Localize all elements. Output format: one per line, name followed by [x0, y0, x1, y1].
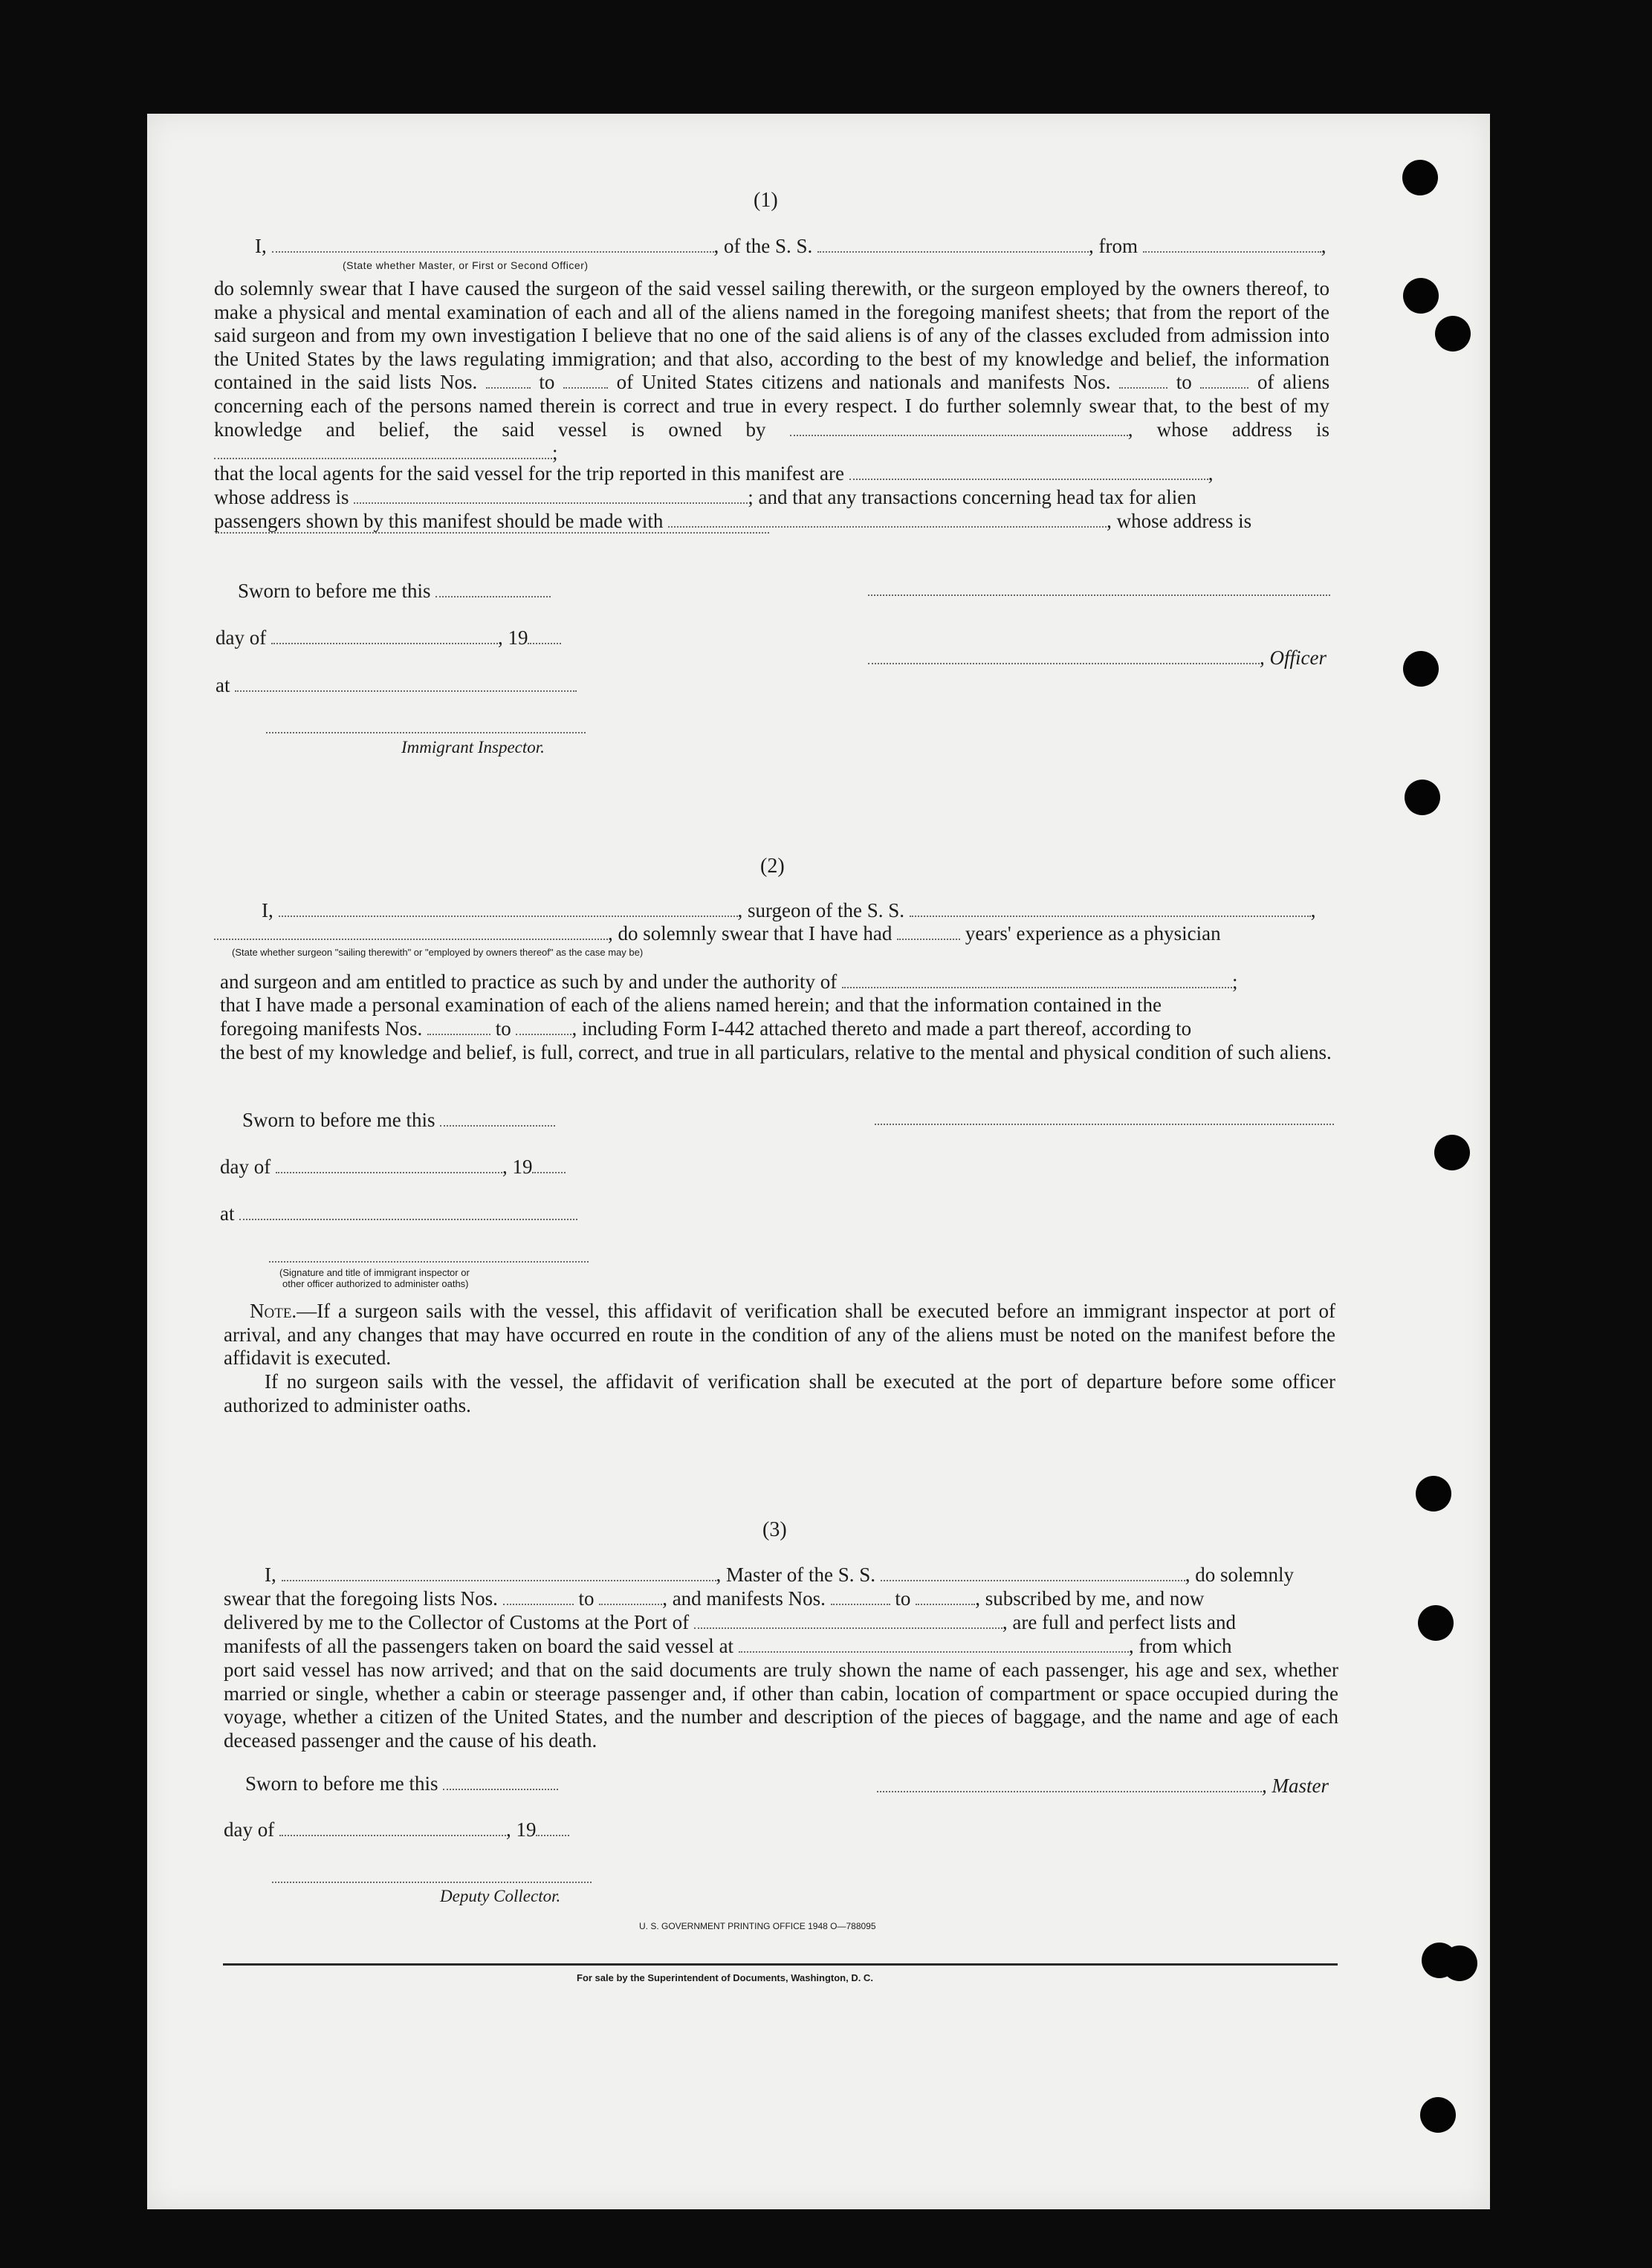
section-1-number: (1) [754, 189, 778, 212]
manifests-from-field-3[interactable] [831, 1590, 890, 1605]
year-field-2[interactable] [532, 1158, 566, 1173]
local-agents-line: that the local agents for the said vessel for the trip reported in this manifest are , [214, 462, 1214, 485]
punch-hole [1402, 160, 1438, 195]
manifest-from-field[interactable] [1119, 373, 1167, 389]
month-field[interactable] [271, 629, 498, 644]
section-1-paragraph: do solemnly swear that I have caused the surgeon of the said vessel sailing therewith, or the surgeon employed by the owners thereof, to make a physical and mental examination of each and all of the aliens named in the foregoing manifest sheets; that from the report of the said surgeon and from my own investigation I believe that no one of the said aliens is of any of the classes excluded from admission into the United States by the laws regulating immigration; and that also, according to the best of my knowledge and belief, the information contained in the said lists Nos. to of United States citizens and nationals and manifests Nos. to of aliens concerning each of the persons named therein is correct and true in every respect. I do further solemnly swear that, to the best of my knowledge and belief, the said vessel is owned by , whose address is ; [214, 277, 1330, 464]
section-3-number: (3) [762, 1518, 787, 1541]
agents-address-line: whose address is ; and that any transactions concerning head tax for alien [214, 486, 1196, 508]
deputy-signature-field[interactable] [272, 1882, 592, 1883]
note-paragraph: Note.—If a surgeon sails with the vessel, this affidavit of verification shall be executed before an immigrant inspector at port of arrival, and any changes that may have occurred en route in the condition of any of the aliens must be noted on the manifest before the affidavit is executed. [224, 1300, 1335, 1370]
section-2-line-2: , do solemnly swear that I have had years' experience as a physician [214, 922, 1221, 946]
note-label: Note. [250, 1300, 297, 1322]
day-of-line-3: day of , 19 [224, 1818, 569, 1842]
citizen-list-to-field[interactable] [563, 373, 608, 389]
condition-paragraph: the best of my knowledge and belief, is full, correct, and true in all particulars, relative to the mental and physical condition of such aliens. [220, 1041, 1332, 1063]
head-tax-address-field[interactable] [216, 532, 769, 534]
officer-title-caption: (State whether Master, or First or Second Officer) [343, 259, 589, 271]
officer-title-field[interactable] [272, 237, 714, 253]
at-line-1: at [216, 674, 577, 698]
boarding-port-field[interactable] [739, 1637, 1129, 1653]
pronoun-i: I, [255, 235, 267, 257]
lists-from-field[interactable] [503, 1590, 574, 1605]
manifests-from-field[interactable] [427, 1020, 490, 1035]
month-field-3[interactable] [279, 1821, 506, 1836]
manifest-to-field[interactable] [1200, 373, 1248, 389]
punch-hole [1420, 2097, 1456, 2133]
no-surgeon-paragraph: If no surgeon sails with the vessel, the affidavit of verification shall be executed at the port of departure before some officer authorized to administer oaths. [224, 1370, 1335, 1416]
section-3-line-4: manifests of all the passengers taken on board the said vessel at , from which [224, 1635, 1232, 1657]
officer-signature-line-1[interactable] [868, 594, 1330, 596]
place-field[interactable] [235, 676, 577, 692]
section-3-line-1: I, , Master of the S. S. , do solemnly [265, 1564, 1294, 1586]
officer-line: , Officer [868, 647, 1327, 670]
inspector-signature-field[interactable] [266, 732, 586, 733]
section-3-line-3: delivered by me to the Collector of Customs at the Port of , are full and perfect lists and [224, 1611, 1237, 1633]
manifests-line: foregoing manifests Nos. to , including Form I-442 attached thereto and made a part thereof, according to [220, 1017, 1192, 1040]
owner-address-field[interactable] [214, 444, 552, 459]
master-signature-line: , Master [877, 1775, 1329, 1798]
vessel-name-field-3[interactable] [881, 1566, 1185, 1581]
punch-hole [1405, 780, 1440, 815]
year-field[interactable] [528, 629, 561, 644]
agents-address-field[interactable] [354, 488, 748, 504]
section-2-number: (2) [760, 855, 785, 878]
surgeon-status-caption: (State whether surgeon "sailing therewith" or "employed by owners thereof" as the case may be) [232, 947, 644, 958]
examination-line: that I have made a personal examination of each of the aliens named herein; and that the information contained in the [220, 994, 1162, 1016]
immigrant-inspector-label: Immigrant Inspector. [401, 738, 545, 756]
signature-caption-1: (Signature and title of immigrant inspector or [279, 1267, 470, 1278]
month-field-2[interactable] [276, 1158, 502, 1173]
head-tax-line: passengers shown by this manifest should be made with , whose address is [214, 510, 1252, 532]
master-name-field[interactable] [282, 1566, 716, 1581]
punch-hole [1442, 1945, 1477, 1981]
section-1-line-1: I, , of the S. S. , from , [255, 235, 1327, 257]
deputy-collector-label: Deputy Collector. [440, 1887, 561, 1905]
manifests-to-field[interactable] [516, 1020, 571, 1035]
vessel-name-field-2[interactable] [910, 901, 1311, 917]
day-of-line-2: day of , 19 [220, 1156, 566, 1179]
authority-field[interactable] [842, 973, 1232, 988]
head-tax-party-field[interactable] [668, 512, 1107, 528]
surgeon-status-field[interactable] [214, 924, 608, 940]
inspector-signature-field-2[interactable] [269, 1261, 589, 1263]
authority-line: and surgeon and am entitled to practice as such by and under the authority of ; [220, 971, 1238, 993]
punch-hole [1403, 278, 1439, 314]
for-sale-line: For sale by the Superintendent of Documents, Washington, D. C. [577, 1972, 873, 1983]
punch-hole [1418, 1605, 1454, 1641]
sworn-line-1: Sworn to before me this [238, 580, 551, 603]
section-3-paragraph: port said vessel has now arrived; and that on the said documents are truly shown the name of each passenger, his age and sex, whether married or single, whether a cabin or steerage passenger and, if other than cabin, location of compartment or space occupied during the voyage, whether a citizen of the United States, and the number and description of the pieces of baggage, and the name and age of each deceased passenger and the cause of his death. [224, 1659, 1338, 1752]
day-of-line-1: day of , 19 [216, 626, 561, 650]
departure-port-field[interactable] [1143, 237, 1321, 253]
signature-caption-2: other officer authorized to administer oaths) [282, 1278, 469, 1289]
sworn-line-3: Sworn to before me this [245, 1772, 558, 1796]
lists-to-field[interactable] [599, 1590, 662, 1605]
sworn-line-2: Sworn to before me this [242, 1109, 555, 1133]
sworn-day-field-2[interactable] [440, 1111, 555, 1127]
place-field-2[interactable] [239, 1205, 577, 1220]
master-signature-field[interactable] [877, 1777, 1262, 1792]
printing-office-line: U. S. GOVERNMENT PRINTING OFFICE 1948 O—788095 [639, 1921, 876, 1931]
sworn-day-field-3[interactable] [443, 1775, 558, 1790]
punch-hole [1416, 1476, 1451, 1512]
footer-rule [223, 1963, 1338, 1966]
surgeon-name-field[interactable] [279, 901, 738, 917]
at-line-2: at [220, 1202, 577, 1226]
vessel-owner-field[interactable] [790, 420, 1128, 435]
manifests-to-field-3[interactable] [916, 1590, 975, 1605]
sworn-day-field[interactable] [435, 582, 551, 597]
year-field-3[interactable] [536, 1821, 569, 1836]
officer-signature-field[interactable] [868, 649, 1260, 664]
section-3-line-2: swear that the foregoing lists Nos. to , and manifests Nos. to , subscribed by me, and now [224, 1587, 1205, 1610]
port-of-customs-field[interactable] [694, 1613, 1002, 1629]
punch-hole [1403, 651, 1439, 687]
punch-hole [1434, 1135, 1470, 1170]
local-agents-field[interactable] [849, 464, 1208, 480]
citizen-list-from-field[interactable] [486, 373, 531, 389]
years-experience-field[interactable] [897, 924, 960, 940]
surgeon-signature-field[interactable] [875, 1124, 1334, 1125]
vessel-name-field[interactable] [817, 237, 1089, 253]
punch-hole [1435, 316, 1471, 351]
section-2-line-1: I, , surgeon of the S. S. , [262, 899, 1316, 921]
